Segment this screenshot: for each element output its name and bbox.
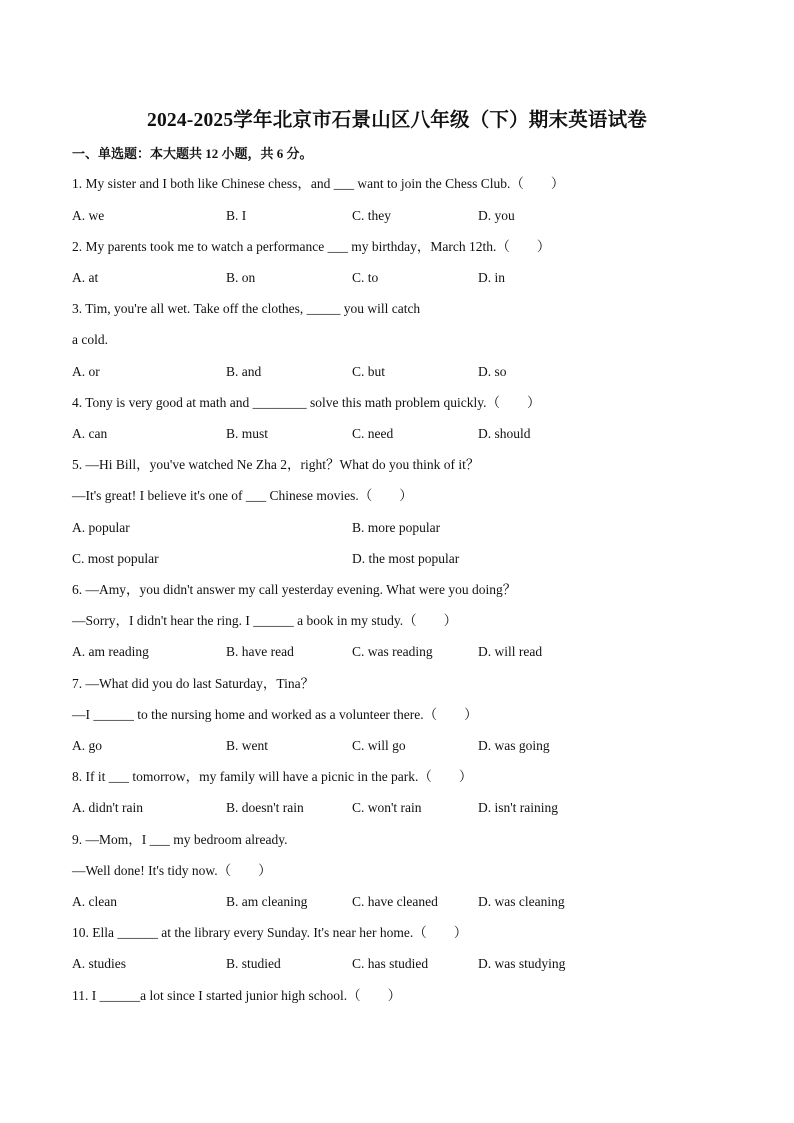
question-2-option-a: A. at bbox=[72, 270, 99, 285]
question-9-stem: 9. —Mom，I ___ my bedroom already. bbox=[72, 832, 288, 847]
question-11-stem: 11. I ______a lot since I started junior high school.（ ） bbox=[72, 988, 402, 1003]
question-10-stem: 10. Ella ______ at the library every Sunday. It's near her home.（ ） bbox=[72, 925, 468, 940]
page-title: 2024-2025学年北京市石景山区八年级（下）期末英语试卷 bbox=[147, 110, 647, 131]
question-7-option-a: A. go bbox=[72, 738, 102, 753]
question-2-stem: 2. My parents took me to watch a performance ___ my birthday，March 12th.（ ） bbox=[72, 239, 551, 254]
section-heading: 一、单选题：本大题共 12 小题，共 6 分。 bbox=[72, 146, 313, 161]
question-1-option-b: B. I bbox=[226, 208, 247, 223]
question-5-option-c: C. most popular bbox=[72, 551, 159, 566]
question-3-option-b: B. and bbox=[226, 364, 262, 379]
question-3-stem-cont: a cold. bbox=[72, 332, 108, 347]
question-8-option-d: D. isn't raining bbox=[478, 800, 559, 815]
question-4-option-a: A. can bbox=[72, 426, 108, 441]
question-9-option-d: D. was cleaning bbox=[478, 894, 565, 909]
question-5-option-a: A. popular bbox=[72, 520, 130, 535]
question-4-option-c: C. need bbox=[352, 426, 394, 441]
question-9-option-a: A. clean bbox=[72, 894, 117, 909]
question-6-option-c: C. was reading bbox=[352, 644, 433, 659]
question-2-option-c: C. to bbox=[352, 270, 379, 285]
question-1-option-c: C. they bbox=[352, 208, 391, 223]
question-4-option-d: D. should bbox=[478, 426, 531, 441]
question-6-option-d: D. will read bbox=[478, 644, 543, 659]
question-9-option-c: C. have cleaned bbox=[352, 894, 438, 909]
question-2-option-b: B. on bbox=[226, 270, 256, 285]
question-7-stem-cont: —I ______ to the nursing home and worked as a volunteer there.（ ） bbox=[72, 707, 478, 722]
question-10-option-c: C. has studied bbox=[352, 956, 429, 971]
question-5-option-d: D. the most popular bbox=[352, 551, 460, 566]
question-3-option-d: D. so bbox=[478, 364, 507, 379]
question-7-option-b: B. went bbox=[226, 738, 268, 753]
question-1-stem: 1. My sister and I both like Chinese chess，and ___ want to join the Chess Club.（ ） bbox=[72, 176, 565, 191]
question-7-stem: 7. —What did you do last Saturday，Tina？ bbox=[72, 676, 315, 691]
question-9-option-b: B. am cleaning bbox=[226, 894, 308, 909]
question-8-option-c: C. won't rain bbox=[352, 800, 422, 815]
question-6-stem-cont: —Sorry，I didn't hear the ring. I ______ a book in my study.（ ） bbox=[72, 613, 458, 628]
question-8-option-a: A. didn't rain bbox=[72, 800, 144, 815]
question-3-option-a: A. or bbox=[72, 364, 100, 379]
question-3-option-c: C. but bbox=[352, 364, 386, 379]
question-8-option-b: B. doesn't rain bbox=[226, 800, 304, 815]
question-5-stem: 5. —Hi Bill，you've watched Ne Zha 2，right？What do you think of it？ bbox=[72, 457, 480, 472]
question-9-stem-cont: —Well done! It's tidy now.（ ） bbox=[72, 863, 272, 878]
question-10-option-a: A. studies bbox=[72, 956, 126, 971]
question-2-option-d: D. in bbox=[478, 270, 505, 285]
question-10-option-b: B. studied bbox=[226, 956, 281, 971]
question-3-stem: 3. Tim, you're all wet. Take off the clothes, _____ you will catch bbox=[72, 301, 421, 316]
question-8-stem: 8. If it ___ tomorrow，my family will have a picnic in the park.（ ） bbox=[72, 769, 473, 784]
question-6-stem: 6. —Amy，you didn't answer my call yesterday evening. What were you doing？ bbox=[72, 582, 517, 597]
question-10-option-d: D. was studying bbox=[478, 956, 566, 971]
question-1-option-d: D. you bbox=[478, 208, 515, 223]
question-4-option-b: B. must bbox=[226, 426, 269, 441]
question-7-option-c: C. will go bbox=[352, 738, 406, 753]
question-1-option-a: A. we bbox=[72, 208, 105, 223]
question-5-stem-cont: —It's great! I believe it's one of ___ Chinese movies.（ ） bbox=[72, 488, 413, 503]
question-4-stem: 4. Tony is very good at math and ________ solve this math problem quickly.（ ） bbox=[72, 395, 541, 410]
question-5-option-b: B. more popular bbox=[352, 520, 441, 535]
question-7-option-d: D. was going bbox=[478, 738, 550, 753]
question-6-option-b: B. have read bbox=[226, 644, 294, 659]
question-6-option-a: A. am reading bbox=[72, 644, 149, 659]
